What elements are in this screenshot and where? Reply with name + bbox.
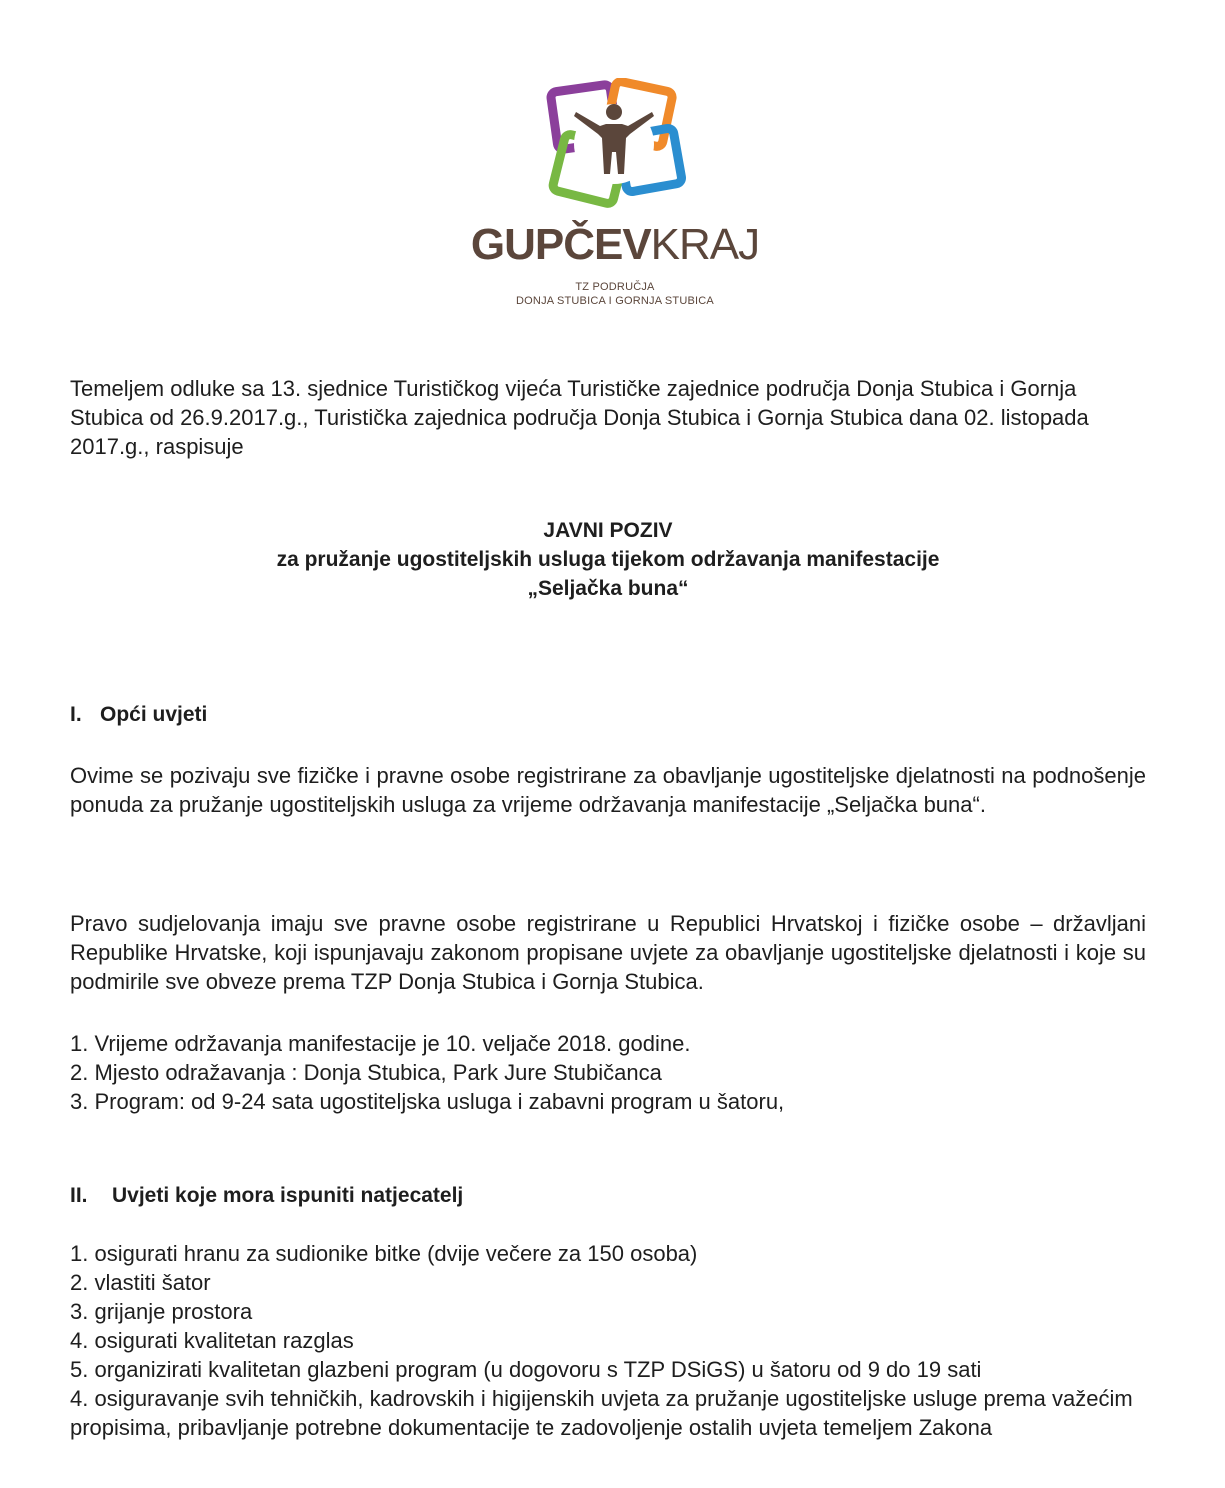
logo (470, 78, 760, 318)
section-1-label: Opći uvjeti (100, 703, 208, 726)
heading-subtitle: za pružanje ugostiteljskih usluga tijekom održavanja manifestacije (276, 548, 940, 571)
section-2-list (70, 1239, 1146, 1442)
logo-word-bold: GUPČEV (470, 220, 651, 269)
section-1-paragraph-2: Pravo sudjelovanja imaju sve pravne osobe registrirane u Republici Hrvatskoj i fizičke osobe – državljani Republike Hrvatske, koji ispunjavaju zakonom propisane uvjete za obavljanje ugostiteljske djelatnosti i koje su podmirile sve obveze prema TZP Donja Stubica i Gornja Stubica. (70, 911, 1146, 994)
logo-word-light: KRAJ (650, 220, 760, 269)
heading-title: JAVNI POZIV (543, 519, 673, 542)
section-2-label: Uvjeti koje mora ispuniti natjecatelj (112, 1184, 464, 1207)
list-item: 3. Program: od 9-24 sata ugostiteljska usluga i zabavni program u šatoru, (70, 1089, 785, 1114)
section-1-list (70, 1029, 1146, 1116)
list-item: 4. osigurati kvalitetan razglas (70, 1328, 354, 1353)
list-item: 1. Vrijeme održavanja manifestacije je 10. veljače 2018. godine. (70, 1031, 691, 1056)
list-item: 2. Mjesto odražavanja : Donja Stubica, Park Jure Stubičanca (70, 1060, 662, 1085)
intro-paragraph: Temeljem odluke sa 13. sjednice Turističkog vijeća Turističke zajednice područja Donja Stubica i Gornja Stubica od 26.9.2017.g., Turistička zajednica područja Donja Stubica i Gornja Stubica dana 02. listopada 2017.g., raspisuje (70, 376, 1089, 459)
heading-event-name: „Seljačka buna“ (527, 577, 689, 600)
document-heading (70, 516, 1146, 603)
logo-subtitle-2: DONJA STUBICA I GORNJA STUBICA (516, 295, 714, 307)
section-2-title (70, 1181, 463, 1210)
list-item: 4. osiguravanje svih tehničkih, kadrovskih i higijenskih uvjeta za pružanje ugostiteljske usluge prema važećim propisima, pribavljanje potrebne dokumentacije te zadovoljenje ostalih uvjeta temeljem Zakona (70, 1386, 1133, 1440)
list-item: 3. grijanje prostora (70, 1299, 253, 1324)
logo-subtitle-1: TZ PODRUČJA (575, 281, 655, 293)
list-item: 1. osigurati hranu za sudionike bitke (dvije večere za 150 osoba) (70, 1241, 698, 1266)
section-1-title (70, 700, 207, 729)
section-1-paragraph-1: Ovime se pozivaju sve fizičke i pravne osobe registrirane za obavljanje ugostiteljske djelatnosti na podnošenje ponuda za pružanje ugostiteljskih usluga za vrijeme održavanja manifestacije „Seljačka buna“. (70, 763, 1146, 817)
list-item: 2. vlastiti šator (70, 1270, 211, 1295)
list-item: 5. organizirati kvalitetan glazbeni program (u dogovoru s TZP DSiGS) u šatoru od 9 do 19 sati (70, 1357, 982, 1382)
gupcev-kraj-logo-icon (540, 78, 690, 213)
section-1-number: I. (70, 703, 82, 726)
section-2-number: II. (70, 1184, 88, 1207)
logo-wordmark (470, 220, 760, 270)
